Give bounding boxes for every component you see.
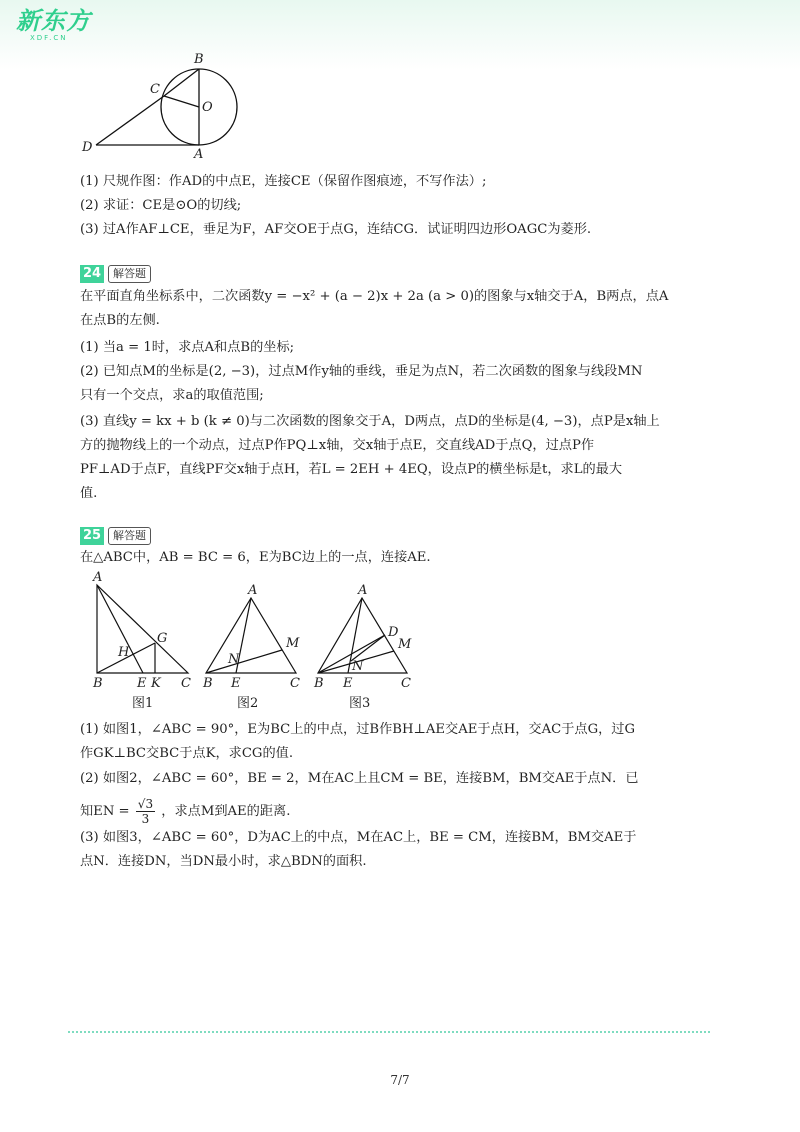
fig2-label-c: C (290, 676, 300, 691)
q25-part2-b (80, 797, 290, 826)
page-number: 7/7 (390, 1073, 410, 1087)
q25-part1-b: 作GK⊥BC交BC于点K，求CG的值. (80, 746, 294, 761)
q25-type-badge: 解答题 (108, 527, 151, 545)
q25-part1-a: (1) 如图1，∠ABC = 90°，E为BC上的中点，过B作BH⊥AE交AE于点H，交AC于点G，过G (80, 722, 636, 737)
label-o: O (202, 100, 213, 115)
label-a: A (194, 147, 204, 162)
q25-part3-b: 点N．连接DN，当DN最小时，求△BDN的面积. (80, 854, 367, 869)
fig3-label-d: D (388, 625, 399, 640)
fraction-numerator: √3 (137, 797, 154, 811)
q24-part2-b: 只有一个交点，求a的取值范围; (80, 388, 264, 403)
fraction-denominator: 3 (141, 812, 150, 826)
q23-part3: (3) 过A作AF⊥CE，垂足为F，AF交OE于点G，连结CG．试证明四边形OAGC为菱形. (80, 222, 592, 237)
fig1-label-e: E (137, 676, 147, 691)
fig2-label-b: B (203, 676, 213, 691)
q23-part2: (2) 求证：CE是⊙O的切线; (80, 198, 242, 213)
q25-part3-a: (3) 如图3，∠ABC = 60°，D为AC上的中点，M在AC上，BE = CM，连接BM，BM交AE于 (80, 830, 637, 845)
q25-part2-a: (2) 如图2，∠ABC = 60°，BE = 2，M在AC上且CM = BE，连接BM，BM交AE于点N．已 (80, 771, 639, 786)
fig3-label-e: E (343, 676, 353, 691)
fig3-label-n: N (352, 659, 364, 674)
fig3-label-c: C (401, 676, 411, 691)
q25-number: 25 (80, 527, 104, 545)
fig1-label-k: K (151, 676, 161, 691)
q24-part3-c: PF⊥AD于点F，直线PF交x轴于点H，若L = 2EH + 4EQ，设点P的横坐标是t，求L的最大 (80, 462, 623, 477)
q24-part3-b: 方的抛物线上的一个动点，过点P作PQ⊥x轴，交x轴于点E，交直线AD于点Q，过点P作 (80, 438, 595, 453)
q24-number: 24 (80, 265, 104, 283)
q25-part2-b-post: ，求点M到AE的距离. (161, 804, 291, 819)
q25-part2-b-pre: 知EN = (80, 804, 134, 819)
fig2-label-m: M (286, 636, 300, 651)
q24-stem-1: 在平面直角坐标系中，二次函数y = −x² + (a − 2)x + 2a (a > 0)的图象与x轴交于A，B两点，点A (80, 289, 669, 304)
q24-stem-2: 在点B的左侧. (80, 313, 160, 328)
fig3-label-b: B (314, 676, 324, 691)
fig1-label-g: G (157, 631, 168, 646)
footer-divider (68, 1031, 710, 1033)
label-d: D (82, 140, 93, 155)
q23-part1: (1) 尺规作图：作AD的中点E，连接CE（保留作图痕迹，不写作法）; (80, 174, 487, 189)
q24-part3-a: (3) 直线y = kx + b (k ≠ 0)与二次函数的图象交于A，D两点，点D的坐标是(4, −3)，点P是x轴上 (80, 414, 660, 429)
segment-dn-3 (351, 635, 385, 661)
q25-stem: 在△ABC中，AB = BC = 6，E为BC边上的一点，连接AE. (80, 550, 431, 565)
brand-sub: XDF.CN (30, 34, 68, 42)
fig1-label-c: C (181, 676, 191, 691)
fig3-caption: 图3 (349, 696, 371, 711)
fig1-label-h: H (118, 645, 130, 660)
fig2-label-e: E (231, 676, 241, 691)
q24-part2-a: (2) 已知点M的坐标是(2, −3)，过点M作y轴的垂线，垂足为点N，若二次函数的图象与线段MN (80, 364, 643, 379)
q24-part3-d: 值. (80, 486, 98, 501)
label-b: B (194, 52, 204, 67)
fig1-label-a: A (93, 570, 103, 585)
fig1-label-b: B (93, 676, 103, 691)
brand-name: 新东方 (16, 7, 91, 35)
fig3-label-m: M (398, 637, 412, 652)
label-c: C (150, 82, 160, 97)
q24-type-badge: 解答题 (108, 265, 151, 283)
fig2-label-n: N (228, 652, 240, 667)
fig1-caption: 图1 (132, 696, 154, 711)
fig2-label-a: A (248, 583, 258, 598)
q24-part1: (1) 当a = 1时，求点A和点B的坐标; (80, 340, 295, 355)
fig2-caption: 图2 (237, 696, 259, 711)
fraction-sqrt3-over-3 (136, 797, 155, 826)
fig3-label-a: A (358, 583, 368, 598)
